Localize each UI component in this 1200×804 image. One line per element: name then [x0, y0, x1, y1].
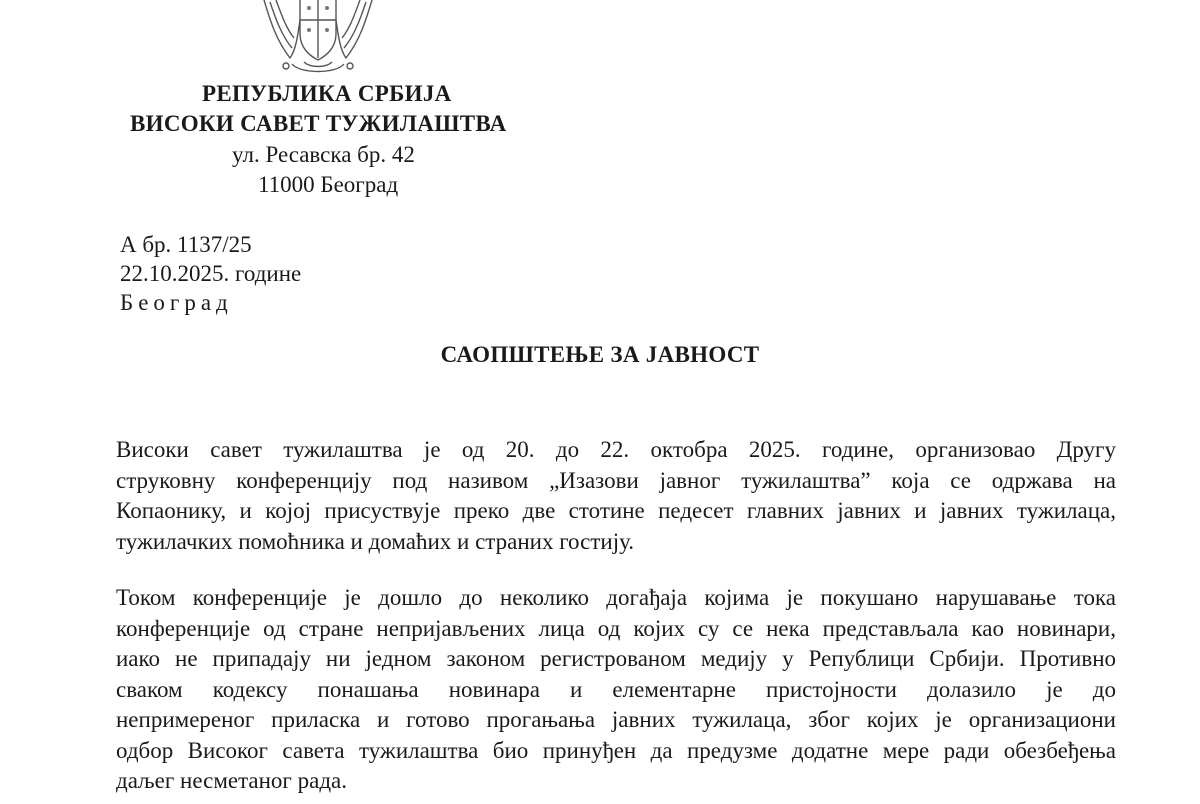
- reference-number: А бр. 1137/25: [120, 232, 252, 257]
- header-street-address: ул. Ресавска бр. 42: [232, 142, 415, 167]
- header-republic: РЕПУБЛИКА СРБИЈА: [202, 81, 452, 106]
- paragraph-line: тужилачких помоћника и домаћих и страних гостију.: [116, 528, 635, 554]
- paragraph-2: [116, 583, 1116, 797]
- serbian-coat-of-arms-icon: [256, 0, 380, 76]
- paragraph-1: [116, 435, 1116, 557]
- paragraph-line: струковну конференцију под називом „Изазови јавног тужилаштва” која се одржава на: [116, 467, 1116, 493]
- document-date: 22.10.2025. године: [120, 261, 302, 286]
- paragraph-line: конференције од стране непријављених лица од којих су се нека представљала као новинари,: [116, 615, 1116, 641]
- paragraph-line: сваком кодексу понашања новинара и елементарне пристојности долазило је до: [116, 676, 1116, 702]
- paragraph-line: одбор Високог савета тужилаштва био принуђен да предузме додатне мере ради обезбеђења: [116, 737, 1116, 763]
- paragraph-line: иако не припадају ни једном законом регистрованом медију у Републици Србији. Противно: [116, 646, 1116, 671]
- document-title: САОПШТЕЊЕ ЗА ЈАВНОСТ: [440, 342, 760, 367]
- paragraph-line: Високи савет тужилаштва је од 20. до 22. октобра 2025. године, организовао Другу: [116, 437, 1116, 462]
- header-city: 11000 Београд: [258, 172, 399, 197]
- paragraph-line: Током конференције је дошло до неколико догађаја којима је покушано нарушавање тока: [116, 585, 1116, 610]
- paragraph-line: непримереног приласка и готово прогањања јавних тужилаца, због којих је организациони: [116, 707, 1116, 732]
- paragraph-line: Копаонику, и којој присуствује преко две стотине педесет главних јавних и јавних тужилаца,: [116, 498, 1116, 523]
- paragraph-line: даљег несметаног рада.: [116, 768, 347, 793]
- header-council: ВИСОКИ САВЕТ ТУЖИЛАШТВА: [130, 111, 507, 136]
- document-place: Београд: [120, 290, 233, 315]
